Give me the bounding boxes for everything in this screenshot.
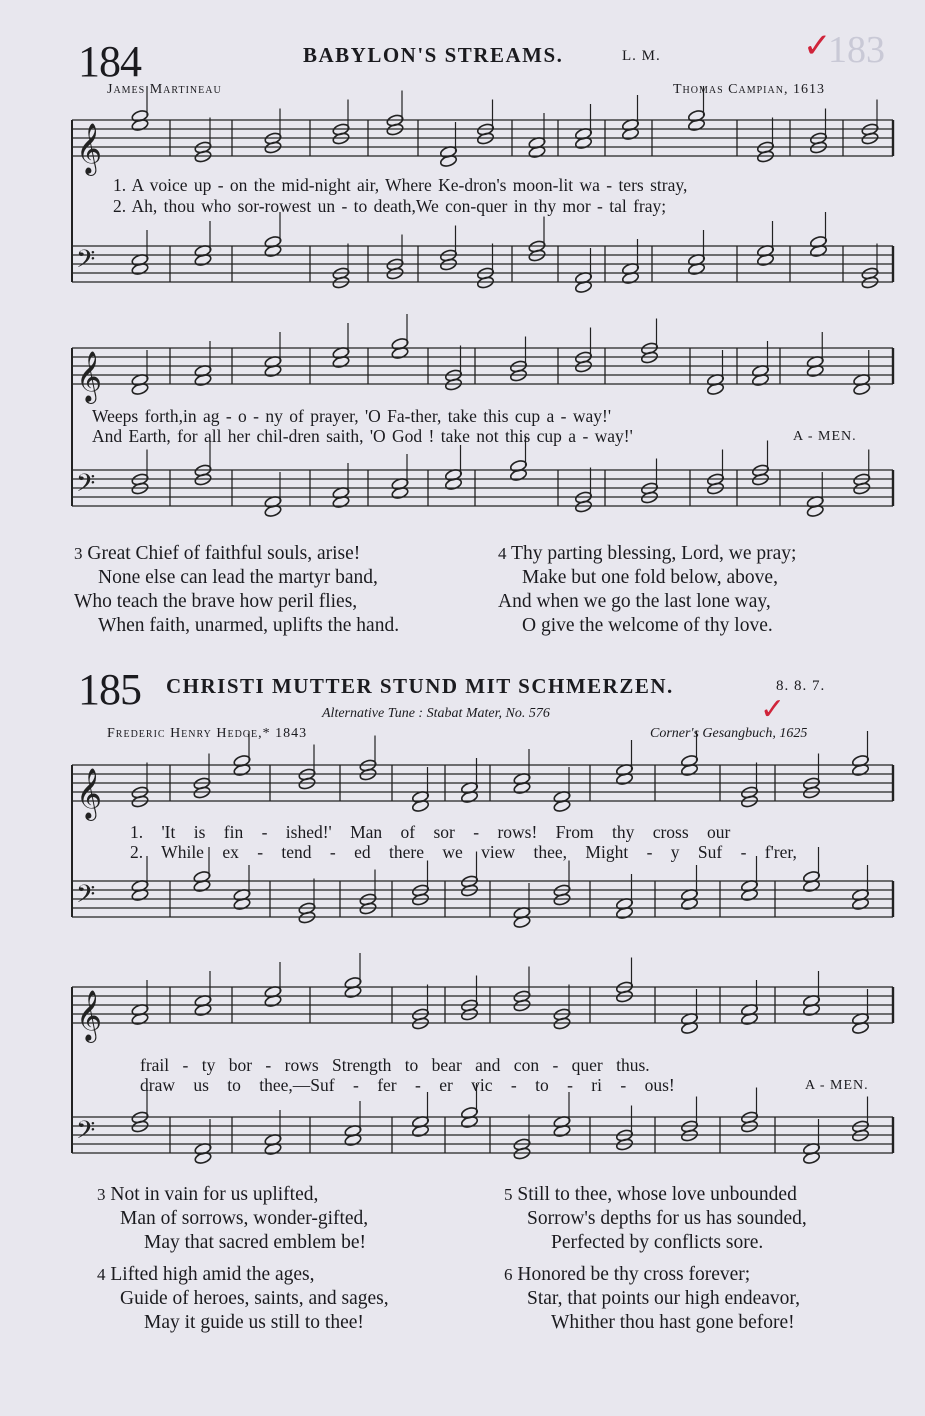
stanza-line: Still to thee, whose love unbounded	[517, 1184, 797, 1205]
treble-clef-icon: 𝄞	[76, 351, 103, 402]
author-185: Frederic Henry Hedge,* 1843	[107, 726, 308, 741]
amen-185: A - MEN.	[805, 1078, 869, 1093]
stanza-185-6	[504, 1263, 800, 1335]
stanza-number: 6	[504, 1265, 513, 1284]
amen-184: A - MEN.	[793, 429, 857, 444]
bass-clef-icon: 𝄢	[76, 1116, 96, 1151]
treble-clef-icon: 𝄞	[76, 123, 103, 174]
stanza-line: Make but one fold below, above,	[522, 567, 778, 588]
hymn-number-184: 184	[78, 37, 141, 86]
stanza-number: 4	[498, 544, 507, 563]
stanza-line: May it guide us still to thee!	[144, 1312, 364, 1333]
stanza-line: Star, that points our high endeavor,	[527, 1288, 801, 1309]
author-184: James Martineau	[107, 82, 222, 97]
hymn-meter-184: L. M.	[622, 48, 661, 64]
stanza-line: Guide of heroes, saints, and sages,	[120, 1288, 389, 1309]
lyric-184-line2-verse1: Weeps forth,in ag - o - ny of prayer, 'O Fa-ther, take this cup a - way!'	[92, 406, 612, 426]
bleed-through-number: 183	[828, 29, 885, 71]
alt-tune-185: Alternative Tune : Stabat Mater, No. 576	[322, 706, 550, 721]
stanza-line: When faith, unarmed, uplifts the hand.	[98, 615, 400, 636]
bass-clef-icon: 𝄢	[76, 245, 96, 280]
stanza-line: Perfected by conflicts sore.	[551, 1232, 764, 1253]
stanza-number: 3	[97, 1185, 106, 1204]
stanza-line: May that sacred emblem be!	[144, 1232, 366, 1253]
stanza-line: Not in vain for us uplifted,	[110, 1184, 319, 1205]
stanza-185-3	[97, 1183, 368, 1255]
stanza-line: Honored be thy cross forever;	[517, 1264, 751, 1285]
stanza-line: O give the welcome of thy love.	[522, 615, 773, 636]
stanza-185-5	[504, 1183, 807, 1255]
bass-clef-icon: 𝄢	[76, 469, 96, 504]
hymn-title-184: BABYLON'S STREAMS.	[303, 43, 564, 67]
check-mark-icon: ✓	[803, 26, 832, 66]
hymn-meter-185: 8. 8. 7.	[776, 678, 826, 694]
bass-clef-icon: 𝄢	[76, 880, 96, 915]
stanza-line: Thy parting blessing, Lord, we pray;	[511, 543, 797, 564]
treble-clef-icon: 𝄞	[76, 990, 103, 1041]
lyric-184-line1-verse1: 1. A voice up - on the mid-night air, Where Ke-dron's moon-lit wa - ters stray,	[113, 175, 688, 195]
composer-185: Corner's Gesangbuch, 1625	[650, 726, 808, 741]
lyric-185-line1-verse2: 2. While ex - tend - ed there we view thee, Might - y Suf - f'rer,	[130, 842, 797, 862]
lyric-185-line1-verse1: 1. 'It is fin - ished!' Man of sor - rows! From thy cross our	[130, 822, 731, 842]
stanza-number: 5	[504, 1185, 513, 1204]
stanza-line: Who teach the brave how peril flies,	[74, 591, 358, 612]
stanza-line: Sorrow's depths for us has sounded,	[527, 1208, 807, 1229]
stanza-line: Whither thou hast gone before!	[551, 1312, 795, 1333]
stanza-line: And when we go the last lone way,	[498, 591, 771, 612]
stanza-184-4	[498, 542, 796, 638]
composer-184: Thomas Campian, 1613	[673, 82, 825, 97]
stanza-number: 3	[74, 544, 83, 563]
lyric-185-line2-verse2: draw us to thee,—Suf - fer - er vic - to - ri - ous!	[140, 1075, 675, 1095]
stanza-184-3	[74, 542, 399, 638]
stanza-line: Great Chief of faithful souls, arise!	[87, 543, 361, 564]
lyric-185-line2-verse1: frail - ty bor - rows Strength to bear and con - quer thus.	[140, 1055, 650, 1075]
hymn-title-185: CHRISTI MUTTER STUND MIT SCHMERZEN.	[166, 674, 674, 698]
check-mark-icon: ✓	[760, 692, 786, 727]
stanza-185-4	[97, 1263, 389, 1335]
stanza-line: Lifted high amid the ages,	[110, 1264, 315, 1285]
lyric-184-line1-verse2: 2. Ah, thou who sor-rowest un - to death,We con-quer in thy mor - tal fray;	[113, 196, 667, 216]
hymn-number-185: 185	[78, 665, 141, 714]
stanza-number: 4	[97, 1265, 106, 1284]
treble-clef-icon: 𝄞	[76, 768, 103, 819]
stanza-line: Man of sorrows, wonder-gifted,	[120, 1208, 369, 1229]
lyric-184-line2-verse2: And Earth, for all her chil-dren saith, 'O God ! take not this cup a - way!'	[92, 426, 633, 446]
stanza-line: None else can lead the martyr band,	[98, 567, 378, 588]
